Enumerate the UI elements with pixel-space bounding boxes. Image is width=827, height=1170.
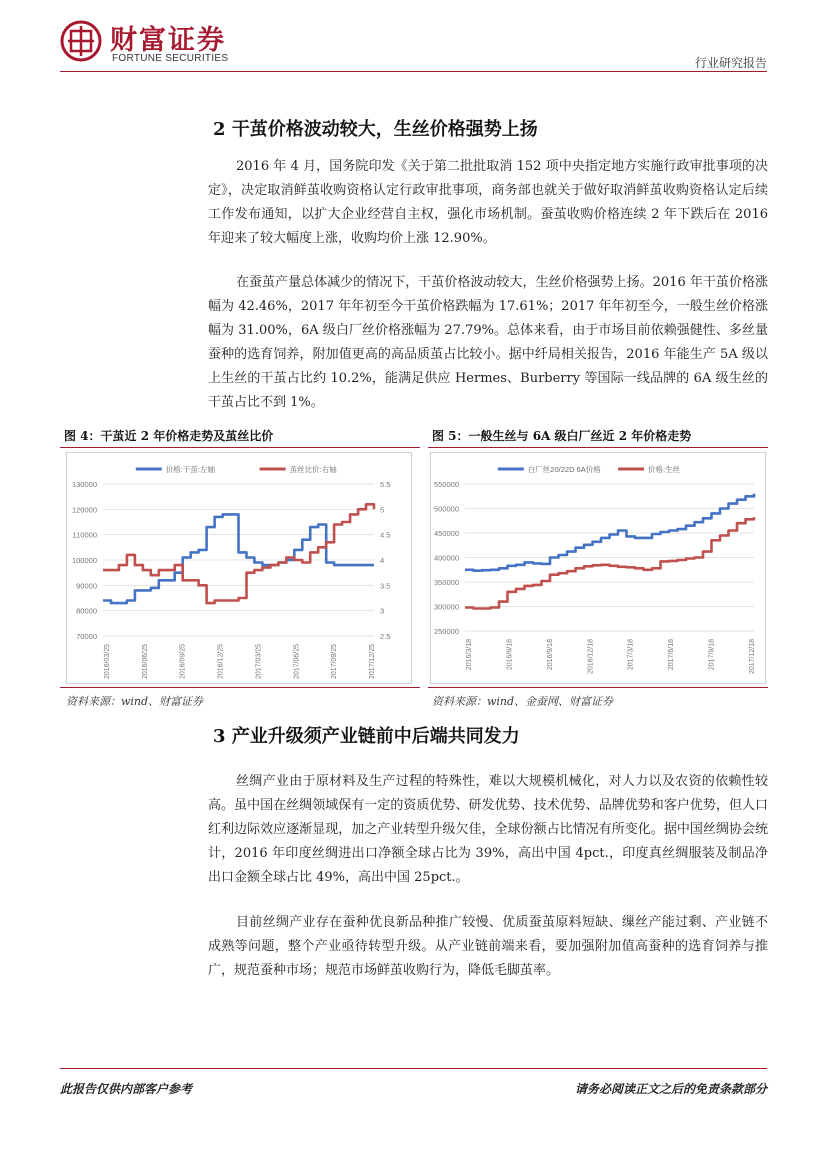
y2-tick-label: 3 (380, 606, 385, 616)
x-tick-label: 2016/3/18 (466, 639, 473, 671)
legend-label: 价格:生丝 (648, 465, 681, 474)
x-tick-label: 2017/9/18 (708, 639, 716, 671)
paragraph-1: 2016 年 4 月，国务院印发《关于第二批批取消 152 项中央指定地方实施行政审批事项的决定》，决定取消鲜茧收购资格认定行政审批事项，商务部也就关于做好取消鲜茧收购资格认定后续工作发布通知，以扩大企业经营自主权，强化市场机制。蚕茧收购价格连续 2 年下跌后在 2016 年迎来了较大幅度上涨，收购均价上涨 12.90%。 (208, 159, 768, 246)
y2-tick-label: 4.5 (380, 530, 391, 540)
page-header (60, 18, 767, 68)
x-tick-label: 2016/12/25 (217, 644, 225, 680)
footer-disclaimer-right: 请务必阅读正文之后的免责条款部分 (574, 1082, 767, 1096)
y-tick-label: 550000 (433, 480, 459, 489)
y-tick-label: 300000 (433, 602, 459, 612)
y2-tick-label: 2.5 (380, 632, 391, 641)
figure-4-title: 图 4：干茧近 2 年价格走势及茧丝比价 (64, 429, 274, 443)
logo-english-name: FORTUNE SECURITIES (112, 53, 229, 64)
figure-5-title: 图 5：一般生丝与 6A 级白厂丝近 2 年价格走势 (432, 429, 692, 443)
figure-5-top-rule (428, 447, 768, 448)
header-divider (60, 71, 767, 72)
y-tick-label: 110000 (72, 530, 97, 540)
figure-5-bottom-rule (428, 687, 768, 688)
y-tick-label: 130000 (71, 480, 97, 489)
x-tick-label: 2016/03/25 (104, 644, 111, 680)
y-tick-label: 350000 (433, 578, 459, 587)
y-tick-label: 70000 (76, 632, 97, 641)
x-tick-label: 2016/06/25 (141, 644, 149, 680)
report-type-label: 行业研究报告 (694, 56, 767, 70)
x-tick-label: 2017/03/25 (255, 644, 263, 680)
y-tick-label: 90000 (76, 581, 97, 591)
fortune-logo-icon (60, 20, 102, 62)
figure-4-chart-frame (66, 452, 412, 684)
y-tick-label: 250000 (433, 627, 459, 636)
paragraph-3: 丝绸产业由于原材料及生产过程的特殊性，难以大规模机械化，对人力以及农资的依赖性较高。虽中国在丝绸领域保有一定的资质优势、研发优势、技术优势、品牌优势和客户优势，但人口红利边际效应逐渐显现，加之产业转型升级欠佳，全球份额占比情况有所变化。据中国丝绸协会统计，2016 年印度丝绸进出口净额全球占比为 39%，高出中国 4pct.，印度真丝绸服装及制品净出口金额全球占比 49%，高出中国 25pct.。 (208, 774, 768, 885)
y-tick-label: 450000 (433, 529, 459, 538)
logo-chinese-name: 财富证券 (110, 25, 226, 56)
x-tick-label: 2017/12/18 (749, 639, 756, 675)
y-tick-label: 100000 (71, 556, 97, 565)
series-line-2 (465, 517, 754, 608)
y2-tick-label: 3.5 (380, 581, 391, 591)
figure-5-source: 资料来源：wind、金蚕网、财富证券 (432, 695, 614, 708)
figure-5-chart (431, 453, 765, 683)
section-3-title: 3 产业升级须产业链前中后端共同发力 (213, 726, 520, 747)
y2-tick-label: 5.5 (380, 480, 391, 489)
figure-5-chart-frame (430, 452, 766, 684)
figure-4-bottom-rule (60, 687, 420, 688)
x-tick-label: 2017/06/25 (293, 644, 301, 680)
legend-label: 价格:干茧:左轴 (165, 465, 215, 474)
x-tick-label: 2017/3/18 (627, 639, 635, 671)
footer-disclaimer-left: 此报告仅供内部客户参考 (60, 1082, 193, 1096)
legend-label: 茧丝比价:右轴 (289, 465, 337, 474)
series-line-1 (465, 494, 754, 571)
x-tick-label: 2017/12/25 (369, 644, 376, 680)
paragraph-2: 在蚕茧产量总体减少的情况下，干茧价格波动较大，生丝价格强势上扬。2016 年干茧价格涨幅为 42.46%，2017 年年初至今干茧价格跌幅为 17.61%；2017 年年初至今，一般生丝价格涨幅为 31.00%，6A 级白厂丝价格涨幅为 27.79%。总体来看，由于市场目前依赖强健性、多丝量蚕种的选育饲养，附加值更高的高品质茧占比较小。据中纤局相关报告，2016 年能生产 5A 级以上生丝的干茧占比约 10.2%，能满足供应 Hermes、Burberry 等国际一线品牌的 6A 级生丝的干茧占比不到 1%。 (208, 275, 768, 410)
x-tick-label: 2016/6/18 (506, 639, 514, 671)
y-tick-label: 80000 (76, 606, 97, 616)
legend-label: 白厂丝20/22D 6A价格 (527, 465, 601, 474)
y2-tick-label: 5 (380, 505, 385, 515)
y-tick-label: 120000 (71, 505, 97, 515)
figure-4-top-rule (60, 447, 420, 448)
y-tick-label: 400000 (433, 553, 459, 563)
x-tick-label: 2017/09/25 (331, 644, 339, 680)
footer-divider (60, 1068, 767, 1069)
paragraph-4: 目前丝绸产业存在蚕种优良新品种推广较慢、优质蚕茧原料短缺、缫丝产能过剩、产业链不成熟等问题，整个产业亟待转型升级。从产业链前端来看，要加强附加值高蚕种的选育饲养与推广，规范蚕种市场；规范市场鲜茧收购行为，降低毛脚茧率。 (208, 915, 768, 978)
figure-4-source: 资料来源：wind、财富证券 (66, 695, 204, 708)
x-tick-label: 2016/9/18 (546, 639, 554, 671)
x-tick-label: 2016/09/25 (179, 644, 187, 680)
x-tick-label: 2016/12/18 (587, 639, 595, 675)
x-tick-label: 2017/6/18 (668, 639, 676, 671)
section-2-title: 2 干茧价格波动较大，生丝价格强势上扬 (213, 119, 538, 140)
figure-4-chart (67, 453, 411, 683)
y-tick-label: 500000 (433, 504, 459, 514)
y2-tick-label: 4 (380, 556, 385, 565)
